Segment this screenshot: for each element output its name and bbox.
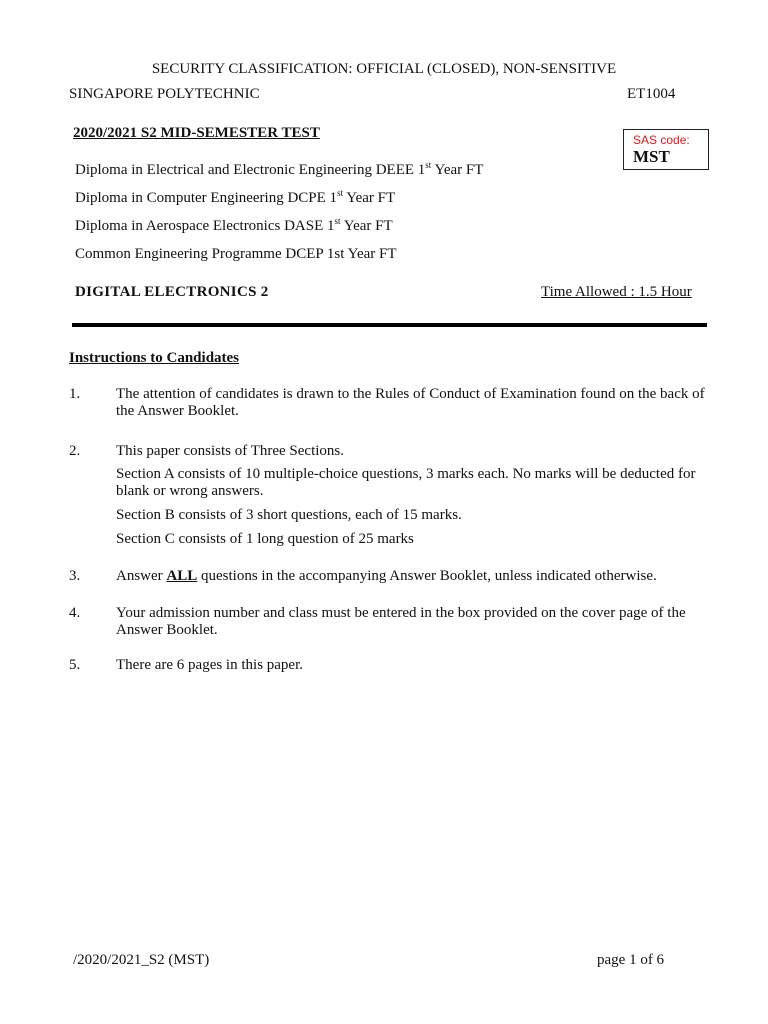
test-title: 2020/2021 S2 MID-SEMESTER TEST <box>73 125 320 141</box>
sas-code-label: SAS code: <box>633 133 690 147</box>
module-code: ET1004 <box>627 86 676 102</box>
instruction-text: Your admission number and class must be entered in the box provided on the cover page of the Answer Booklet. <box>116 605 686 638</box>
instruction-text: The attention of candidates is drawn to the Rules of Conduct of Examination found on the back of the Answer Booklet. <box>116 386 705 419</box>
instruction-text: Answer ALL questions in the accompanying Answer Booklet, unless indicated otherwise. <box>116 568 657 584</box>
security-classification: SECURITY CLASSIFICATION: OFFICIAL (CLOSED), NON-SENSITIVE <box>151 61 617 77</box>
instruction-text: There are 6 pages in this paper. <box>116 657 304 673</box>
instruction-number: 5. <box>69 657 81 673</box>
instruction-text: This paper consists of Three Sections. <box>116 443 345 459</box>
footer-reference: /2020/2021_S2 (MST) <box>73 952 210 968</box>
programme-line: Diploma in Computer Engineering DCPE 1st Year FT <box>75 188 396 206</box>
page-number: page 1 of 6 <box>597 952 665 968</box>
sas-code-box <box>623 129 709 170</box>
emphasis-all: ALL <box>166 568 198 584</box>
institution-name: SINGAPORE POLYTECHNIC <box>69 86 260 102</box>
instruction-number: 2. <box>69 443 81 459</box>
time-allowed: Time Allowed : 1.5 Hour <box>541 284 692 300</box>
section-b-text: Section B consists of 3 short questions, each of 15 marks. <box>116 507 462 523</box>
subject-title: DIGITAL ELECTRONICS 2 <box>75 284 269 300</box>
instruction-number: 1. <box>69 386 81 402</box>
section-c-text: Section C consists of 1 long question of 25 marks <box>116 531 414 547</box>
programme-line: Common Engineering Programme DCEP 1st Year FT <box>75 246 397 262</box>
instruction-number: 3. <box>69 568 81 584</box>
sas-code-value: MST <box>633 147 670 166</box>
section-a-text: Section A consists of 10 multiple-choice questions, 3 marks each. No marks will be deducted for blank or wrong answers. <box>116 466 696 499</box>
programme-line: Diploma in Aerospace Electronics DASE 1st Year FT <box>75 216 393 234</box>
programme-line: Diploma in Electrical and Electronic Engineering DEEE 1st Year FT <box>75 160 484 178</box>
instructions-heading: Instructions to Candidates <box>69 350 240 366</box>
divider-rule <box>72 323 707 327</box>
instruction-number: 4. <box>69 605 81 621</box>
